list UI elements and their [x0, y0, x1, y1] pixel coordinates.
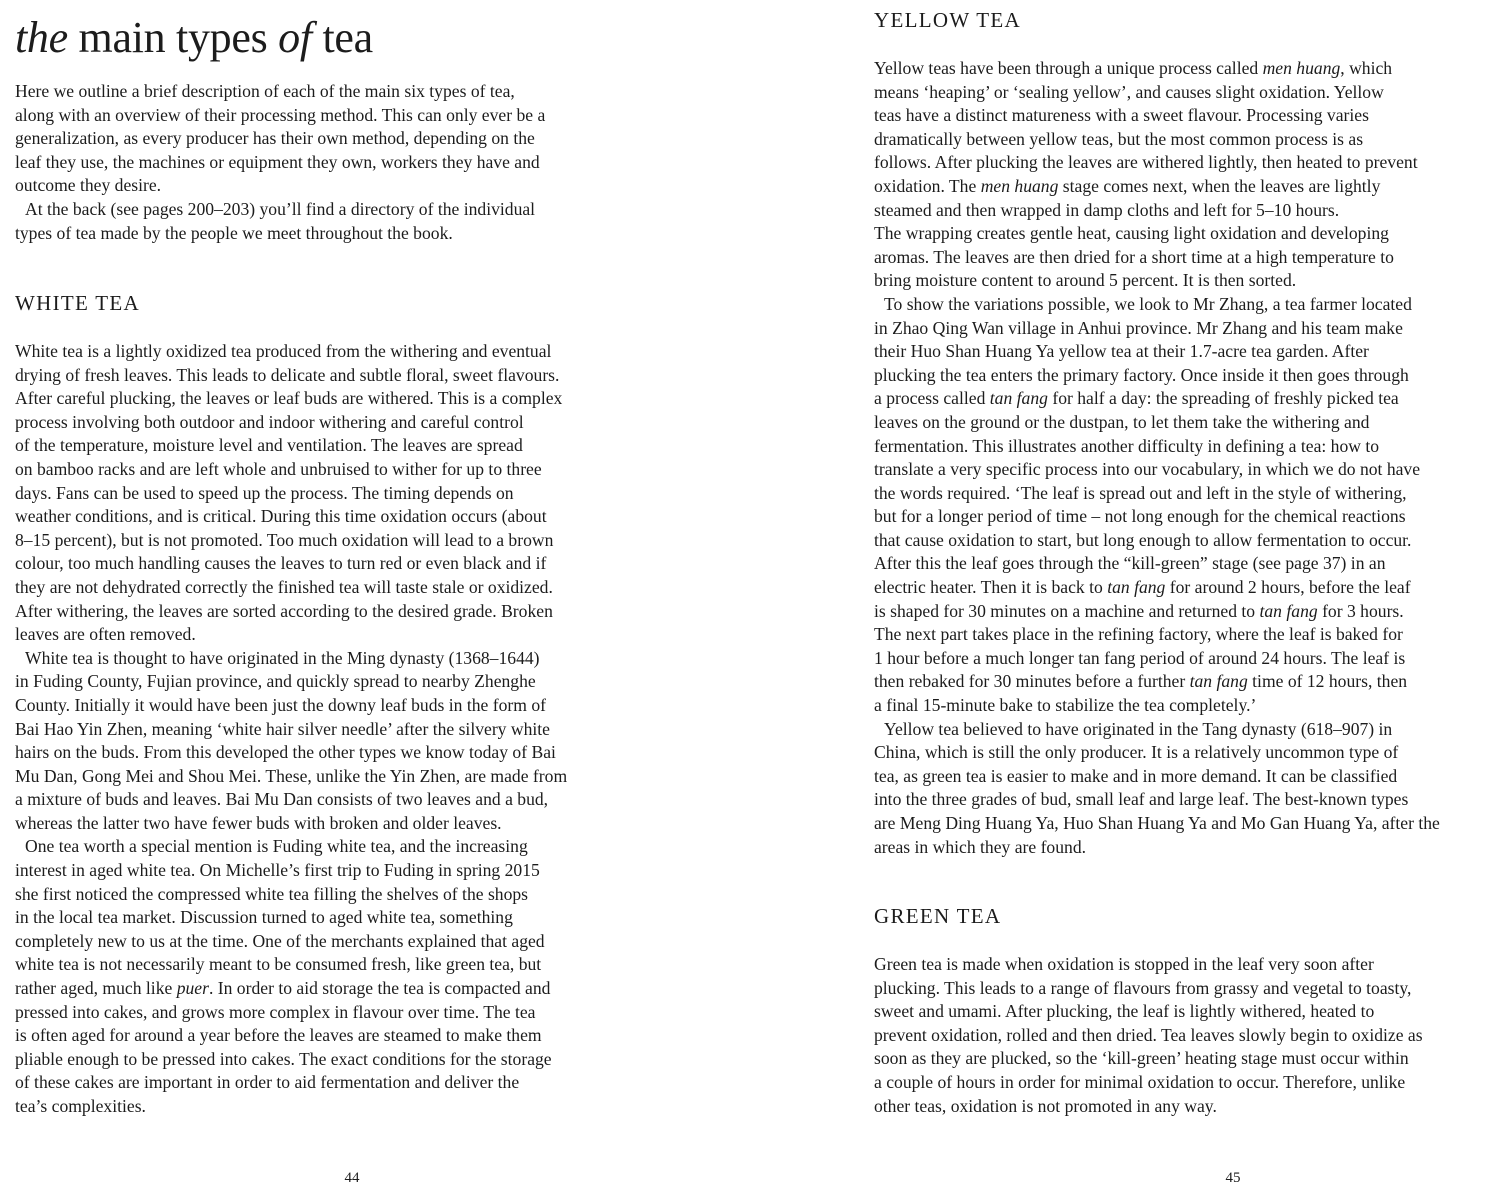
line-text: into the three grades of bud, small leaf and large leaf. The best-known types: [874, 789, 1409, 810]
text-line: [15, 930, 567, 954]
line-text: is shaped for 30 minutes on a machine and returned to: [874, 600, 1260, 621]
text-line: [15, 127, 545, 151]
line-text: colour, too much handling causes the leaves to turn red or even black and if: [15, 553, 547, 574]
line-text: on bamboo racks and are left whole and unbruised to wither for up to three: [15, 458, 542, 479]
text-line: [874, 953, 1423, 977]
italic-term: tan fang: [1189, 671, 1248, 692]
chapter-title: [15, 10, 373, 66]
text-line: [15, 1095, 567, 1119]
chapter-title-end: tea: [311, 13, 373, 62]
italic-term: tan fang: [1259, 600, 1318, 621]
text-line: [15, 1071, 567, 1095]
line-text: in Fuding County, Fujian province, and quickly spread to nearby Zhenghe: [15, 671, 536, 692]
text-line: [874, 836, 1440, 860]
text-line: [874, 104, 1440, 128]
line-text: County. Initially it would have been just the downy leaf buds in the form of: [15, 694, 546, 715]
line-text: types of tea made by the people we meet throughout the book.: [15, 222, 453, 243]
line-text: aromas. The leaves are then dried for a short time at a high temperature to: [874, 246, 1394, 267]
text-line: [874, 600, 1440, 624]
line-text: Here we outline a brief description of each of the main six types of tea,: [15, 81, 515, 101]
line-text: they are not dehydrated correctly the finished tea will taste stale or oxidized.: [15, 576, 553, 597]
text-line: [874, 293, 1440, 317]
text-line: [15, 1024, 567, 1048]
line-text: for half a day: the spreading of freshly picked tea: [1047, 388, 1399, 409]
text-line: [874, 364, 1440, 388]
chapter-title-italic-the: the: [15, 13, 68, 62]
text-line: [15, 883, 567, 907]
text-line: [15, 552, 567, 576]
white-tea-text: [15, 340, 567, 1119]
line-text: leaf they use, the machines or equipment they own, workers they have and: [15, 151, 540, 172]
text-line: [15, 411, 567, 435]
line-text: Mu Dan, Gong Mei and Shou Mei. These, unlike the Yin Zhen, are made from: [15, 765, 568, 786]
text-line: [15, 198, 545, 222]
line-text: along with an overview of their processing method. This can only ever be a: [15, 104, 546, 125]
text-line: [15, 222, 545, 246]
line-text: are Meng Ding Huang Ya, Huo Shan Huang Ya and Mo Gan Huang Ya, after the: [874, 813, 1440, 833]
text-line: [874, 128, 1440, 152]
text-line: [874, 670, 1440, 694]
text-line: [874, 199, 1440, 223]
text-line: [15, 174, 545, 198]
line-text: their Huo Shan Huang Ya yellow tea at their 1.7-acre tea garden. After: [874, 341, 1369, 362]
text-line: [874, 222, 1440, 246]
line-text: plucking. This leads to a range of flavours from grassy and vegetal to toasty,: [874, 977, 1412, 998]
text-line: [874, 458, 1440, 482]
text-line: [874, 647, 1440, 671]
page-number-left: 44: [344, 1170, 360, 1186]
left-page: [15, 0, 625, 1187]
line-text: time of 12 hours, then: [1247, 671, 1408, 692]
line-text: prevent oxidation, rolled and then dried. Tea leaves slowly begin to oxidize as: [874, 1024, 1423, 1045]
line-text: After careful plucking, the leaves or leaf buds are withered. This is a complex: [15, 388, 563, 409]
text-line: [15, 623, 567, 647]
line-text: rather aged, much like: [15, 978, 177, 999]
line-text: One tea worth a special mention is Fuding white tea, and the increasing: [25, 836, 528, 857]
line-text: whereas the latter two have fewer buds with broken and older leaves.: [15, 812, 502, 833]
line-text: a couple of hours in order for minimal oxidation to occur. Therefore, unlike: [874, 1071, 1406, 1092]
line-text: White tea is thought to have originated in the Ming dynasty (1368–1644): [25, 647, 540, 668]
text-line: [15, 812, 567, 836]
line-text: 8–15 percent), but is not promoted. Too much oxidation will lead to a brown: [15, 529, 554, 550]
text-line: [15, 104, 545, 128]
text-line: [15, 387, 567, 411]
line-text: she first noticed the compressed white tea filling the shelves of the shops: [15, 883, 529, 904]
text-line: [15, 482, 567, 506]
text-line: [874, 788, 1440, 812]
text-line: [15, 1048, 567, 1072]
line-text: leaves on the ground or the dustpan, to let them take the withering and: [874, 411, 1370, 432]
text-line: [15, 151, 545, 175]
text-line: [15, 1001, 567, 1025]
line-text: fermentation. This illustrates another difficulty in defining a tea: how to: [874, 435, 1380, 456]
line-text: After this the leaf goes through the “kill-green” stage (see page 37) in an: [874, 553, 1386, 574]
line-text: The next part takes place in the refining factory, where the leaf is baked for: [874, 624, 1403, 645]
line-text: pressed into cakes, and grows more complex in flavour over time. The tea: [15, 1001, 536, 1022]
italic-term: men huang: [980, 175, 1059, 196]
text-line: [15, 906, 567, 930]
line-text: hairs on the buds. From this developed the other types we know today of Bai: [15, 742, 556, 763]
line-text: translate a very specific process into our vocabulary, in which we do not have: [874, 459, 1421, 480]
text-line: [15, 670, 567, 694]
text-line: [874, 269, 1440, 293]
line-text: but for a longer period of time – not long enough for the chemical reactions: [874, 506, 1406, 527]
text-line: [15, 694, 567, 718]
italic-term: men huang: [1262, 58, 1341, 78]
text-line: [874, 81, 1440, 105]
chapter-title-middle: main types: [67, 13, 279, 62]
line-text: process involving both outdoor and indoor withering and careful control: [15, 411, 524, 432]
line-text: outcome they desire.: [15, 175, 162, 196]
text-line: [874, 812, 1440, 836]
line-text: days. Fans can be used to speed up the process. The timing depends on: [15, 482, 514, 503]
text-line: [15, 340, 567, 364]
line-text: means ‘heaping’ or ‘sealing yellow’, and causes slight oxidation. Yellow: [874, 81, 1384, 102]
text-line: [15, 434, 567, 458]
italic-term: puer: [176, 978, 209, 999]
text-line: [874, 387, 1440, 411]
line-text: , which: [1340, 58, 1393, 78]
line-text: At the back (see pages 200–203) you’ll find a directory of the individual: [25, 198, 536, 219]
italic-term: tan fang: [989, 388, 1048, 409]
italic-term: tan fang: [1107, 577, 1166, 598]
text-line: [874, 718, 1440, 742]
line-text: 1 hour before a much longer tan fang period of around 24 hours. The leaf is: [874, 647, 1406, 668]
text-line: [874, 246, 1440, 270]
line-text: To show the variations possible, we look to Mr Zhang, a tea farmer located: [884, 293, 1412, 314]
line-text: interest in aged white tea. On Michelle’s first trip to Fuding in spring 2015: [15, 860, 540, 881]
text-line: [874, 694, 1440, 718]
line-text: weather conditions, and is critical. During this time oxidation occurs (about: [15, 506, 547, 527]
line-text: white tea is not necessarily meant to be consumed fresh, like green tea, but: [15, 954, 542, 975]
green-tea-text: [874, 953, 1423, 1118]
line-text: is often aged for around a year before the leaves are steamed to make them: [15, 1025, 542, 1046]
line-text: electric heater. Then it is back to: [874, 577, 1108, 598]
text-line: [15, 788, 567, 812]
text-line: [874, 623, 1440, 647]
right-page: [874, 0, 1484, 1187]
text-line: [874, 529, 1440, 553]
line-text: generalization, as every producer has their own method, depending on the: [15, 128, 535, 149]
text-line: [874, 1000, 1423, 1024]
text-line: [15, 364, 567, 388]
text-line: [874, 576, 1440, 600]
line-text: of the temperature, moisture level and ventilation. The leaves are spread: [15, 435, 523, 456]
line-text: for around 2 hours, before the leaf: [1165, 577, 1411, 598]
line-text: a process called: [874, 388, 990, 409]
text-line: [874, 552, 1440, 576]
text-line: [15, 718, 567, 742]
yellow-tea-heading: YELLOW TEA: [874, 8, 1021, 32]
text-line: [874, 57, 1440, 81]
yellow-tea-text: [874, 57, 1440, 859]
text-line: [874, 1047, 1423, 1071]
green-tea-heading: GREEN TEA: [874, 904, 1002, 928]
intro-paragraph: [15, 80, 545, 245]
line-text: a final 15-minute bake to stabilize the tea completely.’: [874, 695, 1257, 716]
line-text: for 3 hours.: [1317, 600, 1404, 621]
line-text: tea, as green tea is easier to make and in more demand. It can be classified: [874, 765, 1398, 786]
line-text: China, which is still the only producer. It is a relatively uncommon type of: [874, 742, 1399, 763]
text-line: [874, 340, 1440, 364]
text-line: [874, 411, 1440, 435]
chapter-title-italic-of: of: [278, 13, 312, 62]
line-text: areas in which they are found.: [874, 836, 1087, 857]
text-line: [874, 1071, 1423, 1095]
line-text: plucking the tea enters the primary factory. Once inside it then goes through: [874, 364, 1409, 385]
line-text: in Zhao Qing Wan village in Anhui province. Mr Zhang and his team make: [874, 317, 1403, 338]
line-text: dramatically between yellow teas, but the most common process is as: [874, 128, 1364, 149]
line-text: sweet and umami. After plucking, the leaf is lightly withered, heated to: [874, 1001, 1375, 1022]
line-text: that cause oxidation to start, but long enough to allow fermentation to occur.: [874, 529, 1412, 550]
text-line: [874, 741, 1440, 765]
text-line: [874, 151, 1440, 175]
line-text: teas have a distinct matureness with a sweet flavour. Processing varies: [874, 105, 1369, 126]
line-text: tea’s complexities.: [15, 1096, 146, 1116]
line-text: soon as they are plucked, so the ‘kill-green’ heating stage must occur within: [874, 1048, 1409, 1069]
text-line: [15, 600, 567, 624]
text-line: [874, 435, 1440, 459]
line-text: Bai Hao Yin Zhen, meaning ‘white hair silver needle’ after the silvery white: [15, 718, 550, 739]
line-text: completely new to us at the time. One of the merchants explained that aged: [15, 930, 545, 951]
line-text: of these cakes are important in order to aid fermentation and deliver the: [15, 1072, 520, 1093]
text-line: [15, 576, 567, 600]
page-number-right: 45: [1225, 1170, 1241, 1186]
line-text: bring moisture content to around 5 percent. It is then sorted.: [874, 270, 1297, 291]
text-line: [15, 765, 567, 789]
line-text: pliable enough to be pressed into cakes. The exact conditions for the storage: [15, 1048, 552, 1069]
line-text: White tea is a lightly oxidized tea produced from the withering and eventual: [15, 341, 552, 361]
line-text: The wrapping creates gentle heat, causing light oxidation and developing: [874, 223, 1389, 244]
line-text: drying of fresh leaves. This leads to delicate and subtle floral, sweet flavours.: [15, 364, 560, 385]
text-line: [15, 80, 545, 104]
line-text: stage comes next, when the leaves are lightly: [1058, 175, 1381, 196]
text-line: [874, 1024, 1423, 1048]
text-line: [15, 529, 567, 553]
text-line: [874, 175, 1440, 199]
line-text: . In order to aid storage the tea is compacted and: [208, 978, 551, 999]
text-line: [15, 977, 567, 1001]
line-text: Yellow tea believed to have originated in the Tang dynasty (618–907) in: [884, 718, 1393, 739]
line-text: After withering, the leaves are sorted according to the desired grade. Broken: [15, 600, 553, 621]
text-line: [874, 977, 1423, 1001]
line-text: other teas, oxidation is not promoted in any way.: [874, 1095, 1217, 1116]
line-text: leaves are often removed.: [15, 624, 196, 645]
line-text: Green tea is made when oxidation is stopped in the leaf very soon after: [874, 954, 1374, 974]
line-text: Yellow teas have been through a unique process called: [874, 58, 1263, 78]
text-line: [15, 647, 567, 671]
line-text: then rebaked for 30 minutes before a further: [874, 671, 1190, 692]
text-line: [874, 1095, 1423, 1119]
text-line: [874, 505, 1440, 529]
line-text: follows. After plucking the leaves are withered lightly, then heated to prevent: [874, 152, 1418, 173]
white-tea-heading: WHITE TEA: [15, 291, 141, 315]
line-text: oxidation. The: [874, 175, 981, 196]
text-line: [15, 859, 567, 883]
line-text: a mixture of buds and leaves. Bai Mu Dan consists of two leaves and a bud,: [15, 789, 549, 810]
text-line: [15, 953, 567, 977]
text-line: [15, 458, 567, 482]
text-line: [874, 317, 1440, 341]
line-text: in the local tea market. Discussion turned to aged white tea, something: [15, 907, 513, 928]
line-text: the words required. ‘The leaf is spread out and left in the style of withering,: [874, 482, 1407, 503]
text-line: [874, 482, 1440, 506]
line-text: steamed and then wrapped in damp cloths and left for 5–10 hours.: [874, 199, 1340, 220]
text-line: [874, 765, 1440, 789]
text-line: [15, 741, 567, 765]
text-line: [15, 505, 567, 529]
text-line: [15, 835, 567, 859]
